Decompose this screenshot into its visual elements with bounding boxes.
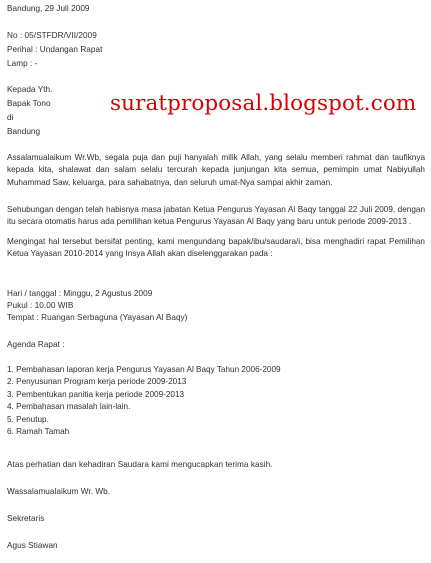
signer-title: Sekretaris [7, 514, 45, 523]
agenda-item: 3. Pembentukan panitia kerja periode 2009-2013 [7, 389, 185, 399]
paragraph-invitation: Mengingat hal tersebut bersifat penting, kami mengundang bapak/ibu/saudara/i, bisa menghadiri rapat Pemilihan Ketua Yayasan 2010-2014 yang Insya Allah akan diselenggarakan pada : [7, 237, 425, 259]
event-time: Pukul : 10.00 WIB [7, 301, 74, 310]
agenda-title: Agenda Rapat : [7, 340, 65, 349]
paragraph-term-ended: Sehubungan dengan telah habisnya masa jabatan Ketua Pengurus Yayasan Al Baqy tanggal 22 Juli 2009, dengan itu secara otomatis harus ada pemilihan ketua Pengurus Yayasan Al Baqy yang baru untuk periode 2009-2013 . [7, 205, 425, 227]
agenda-item: 5. Penutup. [7, 414, 49, 424]
letter-date: Bandung, 29 Juli 2009 [7, 4, 90, 13]
closing-salam: Wassalamualaikum Wr. Wb. [7, 487, 111, 496]
letter-number: No : 05/STFDR/VII/2009 [7, 31, 97, 40]
closing-sentence: Atas perhatian dan kehadiran Saudara kami mengucapkan terima kasih. [7, 460, 273, 469]
letter-attachment: Lamp : - [7, 59, 38, 68]
recipient-city: Bandung [7, 127, 41, 136]
event-day-date: Hari / tanggal : Minggu, 2 Agustus 2009 [7, 289, 153, 298]
signer-name: Agus Stiawan [7, 541, 58, 550]
agenda-list [7, 364, 281, 438]
opening-paragraph: Assalamualaikum Wr.Wb, segala puja dan puji hanyalah milik Allah, yang selalu memberi rahmat dan taufiknya kepada kita, shalawat dan salam selalu tercurah kepada junjungan kita semua, pemimpin umat Nabiyullah Muhammad Saw, keluarga, para sahabatnya, dan seluruh umat-Nya sampai akhir zaman. [7, 153, 425, 187]
agenda-item: 1. Pembahasan laporan kerja Pengurus Yayasan Al Baqy Tahun 2006-2009 [7, 365, 281, 374]
letter-subject: Perihal : Undangan Rapat [7, 45, 103, 54]
agenda-item: 4. Pembahasan masalah lain-lain. [7, 402, 131, 412]
recipient-name: Bapak Tono [7, 99, 51, 108]
event-place: Tempat : Ruangan Serbaguna (Yayasan Al Baqy) [7, 313, 188, 322]
recipient-at: di [7, 113, 14, 122]
watermark-text: suratproposal.blogspot.com [110, 91, 417, 116]
recipient-greeting: Kepada Yth. [7, 85, 53, 94]
agenda-item: 6. Ramah Tamah [7, 427, 70, 437]
agenda-item: 2. Penyusunan Program kerja periode 2009-2013 [7, 377, 187, 387]
